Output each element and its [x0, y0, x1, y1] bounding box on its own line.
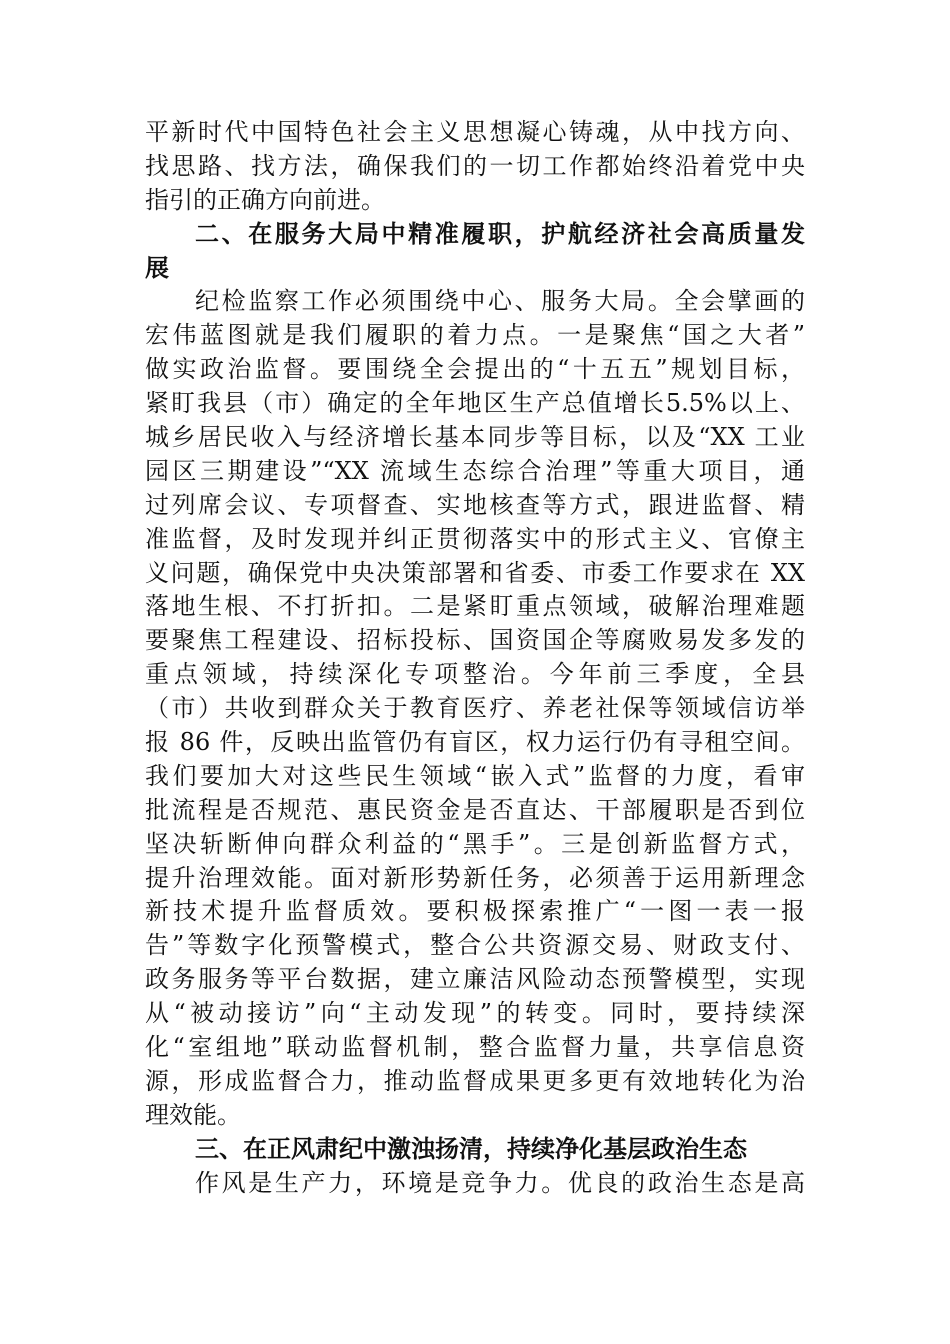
paragraph-line: 平新时代中国特色社会主义思想凝心铸魂，从中找方向、: [145, 118, 805, 146]
paragraph-line: （市）共收到群众关于教育医疗、养老社保等领域信访举: [145, 694, 805, 723]
paragraph-line: 源，形成监督合力，推动监督成果更多更有效地转化为治: [145, 1066, 805, 1095]
paragraph-line: 指引的正确方向前进。: [145, 185, 385, 214]
paragraph-line: 准监督，及时发现并纠正贯彻落实中的形式主义、官僚主: [145, 524, 805, 553]
paragraph-line: 义问题，确保党中央决策部署和省委、市委工作要求在 XX: [145, 558, 805, 587]
paragraph-line: 做实政治监督。要围绕全会提出的“十五五”规划目标，: [145, 355, 805, 384]
paragraph-line: 纪检监察工作必须围绕中心、服务大局。全会擘画的: [195, 287, 805, 316]
document-page: [145, 116, 805, 1201]
paragraph-line: 告”等数字化预警模式，整合公共资源交易、财政支付、: [145, 931, 805, 960]
paragraph-line: 过列席会议、专项督查、实地核查等方式，跟进监督、精: [145, 490, 805, 519]
paragraph-line: 要聚焦工程建设、招标投标、国资国企等腐败易发多发的: [145, 626, 805, 655]
paragraph-line: 找思路、找方法，确保我们的一切工作都始终沿着党中央: [145, 151, 805, 180]
paragraph-line: 化“室组地”联动监督机制，整合监督力量，共享信息资: [145, 1033, 805, 1062]
paragraph-line: 批流程是否规范、惠民资金是否直达、干部履职是否到位: [145, 795, 805, 824]
paragraph-line: 作风是生产力，环境是竞争力。优良的政治生态是高: [195, 1168, 805, 1197]
section-heading-line: 三、在正风肃纪中激浊扬清，持续净化基层政治生态: [195, 1134, 747, 1163]
paragraph-line: 重点领域，持续深化专项整治。今年前三季度，全县: [145, 660, 805, 689]
paragraph-line: 园区三期建设”“XX 流域生态综合治理”等重大项目，通: [145, 456, 805, 485]
section-heading-line: 展: [145, 253, 169, 282]
paragraph-line: 政务服务等平台数据，建立廉洁风险动态预警模型，实现: [145, 965, 805, 994]
paragraph-line: 落地生根、不打折扣。二是紧盯重点领域，破解治理难题: [145, 592, 805, 621]
paragraph-line: 城乡居民收入与经济增长基本同步等目标，以及“XX 工业: [145, 423, 805, 452]
paragraph-line: 从“被动接访”向“主动发现”的转变。同时，要持续深: [145, 999, 805, 1028]
paragraph-line: 新技术提升监督质效。要积极探索推广“一图一表一报: [145, 897, 805, 926]
paragraph-line: 理效能。: [145, 1100, 241, 1129]
paragraph-line: 提升治理效能。面对新形势新任务，必须善于运用新理念: [145, 863, 805, 892]
paragraph-line: 我们要加大对这些民生领域“嵌入式”监督的力度，看审: [145, 761, 805, 790]
paragraph-line: 紧盯我县（市）确定的全年地区生产总值增长5.5%以上、: [145, 389, 805, 418]
paragraph-line: 宏伟蓝图就是我们履职的着力点。一是聚焦“国之大者”: [145, 321, 805, 350]
paragraph-line: 报 86 件，反映出监管仍有盲区，权力运行仍有寻租空间。: [145, 728, 805, 757]
paragraph-line: 坚决斩断伸向群众利益的“黑手”。三是创新监督方式，: [145, 829, 805, 858]
section-heading-line: 二、在服务大局中精准履职，护航经济社会高质量发: [195, 219, 805, 248]
